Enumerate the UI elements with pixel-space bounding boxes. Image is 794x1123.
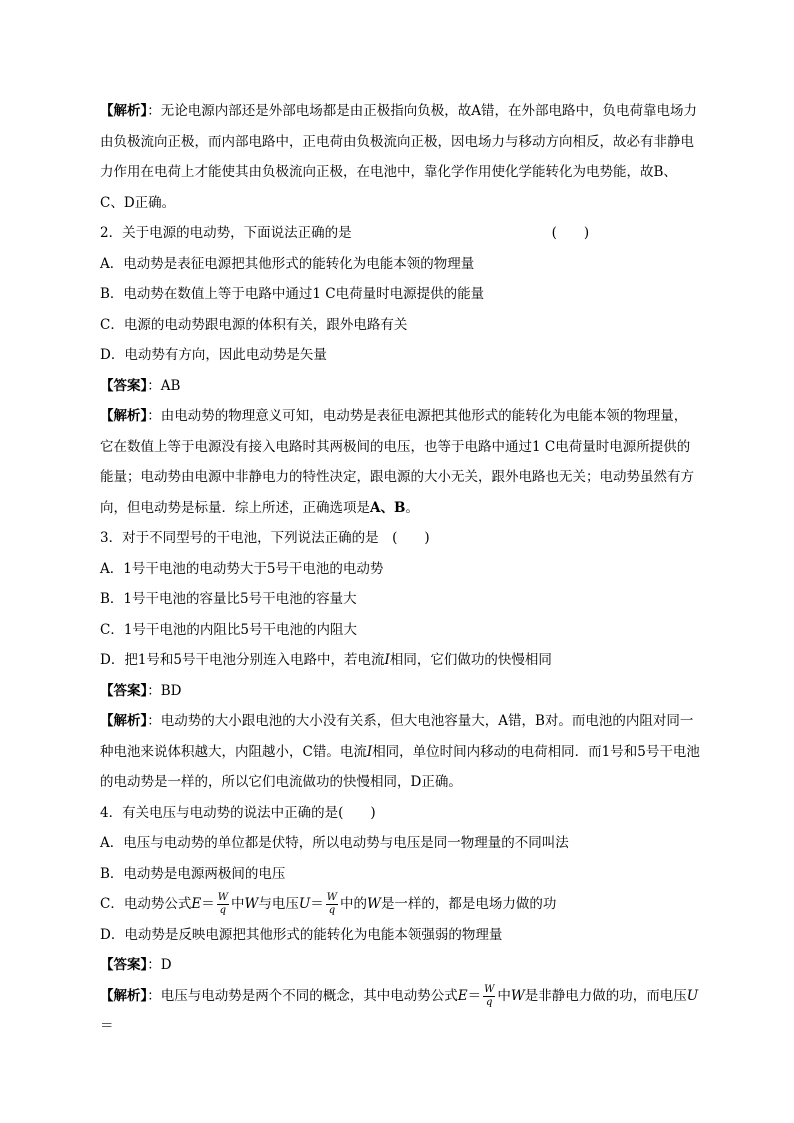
answer-bracket: ( ) xyxy=(551,225,590,241)
question-4-stem: 4．有关电压与电动势的说法中正确的是( ) xyxy=(100,804,376,821)
fraction xyxy=(217,892,229,917)
option-d: D．电动势有方向，因此电动势是矢量 xyxy=(100,347,327,363)
variable: W xyxy=(367,896,381,912)
analysis-text: ：电压与电动势是两个不同的概念，其中电动势公式 xyxy=(147,987,458,1004)
analysis-end: 。 xyxy=(405,499,419,516)
answer-value: ：AB xyxy=(147,377,181,394)
numerator: W xyxy=(217,892,228,903)
analysis-paragraph xyxy=(100,706,700,798)
question-stem-text: 2．关于电源的电动势，下面说法正确的是 xyxy=(100,225,352,241)
option-d: D．电动势是反映电源把其他形式的能转化为电能本领强弱的物理量 xyxy=(100,926,503,943)
analysis-tag: 【解析】 xyxy=(100,987,148,1004)
analysis-paragraph xyxy=(100,401,700,523)
equals-sign: ＝ xyxy=(201,896,215,912)
analysis-text: 中 xyxy=(497,987,511,1004)
analysis-tag: 【解析】 xyxy=(100,103,148,119)
option-text: 中 xyxy=(230,896,245,912)
answer-tag: 【答案】 xyxy=(100,957,148,973)
answer-value: ：D xyxy=(147,957,172,973)
option-a: A．电动势是表征电源把其他形式的能转化为电能本领的物理量 xyxy=(100,255,475,272)
question-2-stem xyxy=(100,218,700,249)
option-d xyxy=(100,645,700,676)
variable: I xyxy=(366,743,373,760)
option-text: 与电压 xyxy=(258,896,299,912)
denominator: q xyxy=(328,905,336,916)
denominator: q xyxy=(486,996,493,1008)
variable: W xyxy=(244,896,259,912)
analysis-text: ：由电动势的物理意义可知，电动势是表征电源把其他形式的能转化为电能本领的物理量，它在数值上等于电源没有接入电路时其两极间的电压，也等于电路中通过1 C电荷量时电源所提供的能量；电动势由电源中非静电力的特性决定，跟电源的大小无关，跟外电路也无关；电动势虽然有方向，但电动势是标量．综上所述，正确选项是 xyxy=(100,408,694,516)
answer-tag: 【答案】 xyxy=(100,682,148,699)
variable: I xyxy=(384,652,390,668)
variable: U xyxy=(686,987,699,1004)
option-text: 中的 xyxy=(340,896,368,912)
answer-line xyxy=(100,950,700,981)
fraction xyxy=(483,984,495,1009)
analysis-bold-answer: A、B xyxy=(370,499,406,516)
variable: E xyxy=(191,896,202,912)
option-b: B．电动势在数值上等于电路中通过1 C电荷量时电源提供的能量 xyxy=(100,286,485,302)
variable: U xyxy=(298,896,311,912)
analysis-text: 相同，单位时间内移动的电荷相同．而1号和5号干电池的电动势是一样的，所以它们电流做功的快慢相同，D正确。 xyxy=(100,743,700,790)
option-text: 是一样的，都是电场力做的功 xyxy=(380,896,557,912)
analysis-paragraph xyxy=(100,981,700,1042)
option-a: A．电压与电动势的单位都是伏特，所以电动势与电压是同一物理量的不同叫法 xyxy=(100,835,569,851)
answer-tag: 【答案】 xyxy=(100,377,148,394)
question-3-stem: 3．对于不同型号的干电池，下列说法正确的是 ( ) xyxy=(100,530,430,546)
option-a: A．1号干电池的电动势大于5号干电池的电动势 xyxy=(100,560,384,577)
answer-line xyxy=(100,371,700,402)
equals-sign: ＝ xyxy=(467,987,482,1004)
answer-value: ：BD xyxy=(147,682,182,699)
option-text: D．把1号和5号干电池分别连入电路中，若电流 xyxy=(100,652,385,668)
option-c: C．电源的电动势跟电源的体积有关，跟外电路有关 xyxy=(100,316,408,333)
equals-sign: ＝ xyxy=(310,896,324,912)
variable: W xyxy=(510,987,525,1004)
numerator: W xyxy=(326,892,338,903)
option-text: C．电动势公式 xyxy=(100,896,192,912)
analysis-text: ：电动势的大小跟电池的大小没有关系，但大电池容量大，A错，B对。而电池的内阻对同一种电池来说体积越大，内阻越小，C错。电流 xyxy=(100,713,694,760)
option-text: 相同，它们做功的快慢相同 xyxy=(389,652,552,668)
option-b: B．1号干电池的容量比5号干电池的容量大 xyxy=(100,591,357,607)
analysis-text: 是非静电力做的功，而电压 xyxy=(524,987,687,1004)
numerator: W xyxy=(484,983,495,995)
answer-line xyxy=(100,676,700,707)
equals-sign: ＝ xyxy=(100,1018,114,1034)
document-page xyxy=(100,96,700,1042)
option-b: B．电动势是电源两极间的电压 xyxy=(100,865,286,882)
analysis-paragraph xyxy=(100,96,700,218)
analysis-tag: 【解析】 xyxy=(100,408,148,424)
variable: E xyxy=(457,987,468,1004)
analysis-text: ：无论电源内部还是外部电场都是由正极指向负极，故A错，在外部电路中，负电荷靠电场力由负极流向正极，而内部电路中，正电荷由负极流向正极，因电场力与移动方向相反，故必有非静电力作用在电荷上才能使其由负极流向正极，在电池中，靠化学作用使化学能转化为电势能，故B、C、D正确。 xyxy=(100,103,697,211)
option-c: C．1号干电池的内阻比5号干电池的内阻大 xyxy=(100,621,358,638)
option-c xyxy=(100,889,700,920)
analysis-tag: 【解析】 xyxy=(100,713,148,729)
fraction xyxy=(326,892,338,917)
denominator: q xyxy=(219,905,227,916)
